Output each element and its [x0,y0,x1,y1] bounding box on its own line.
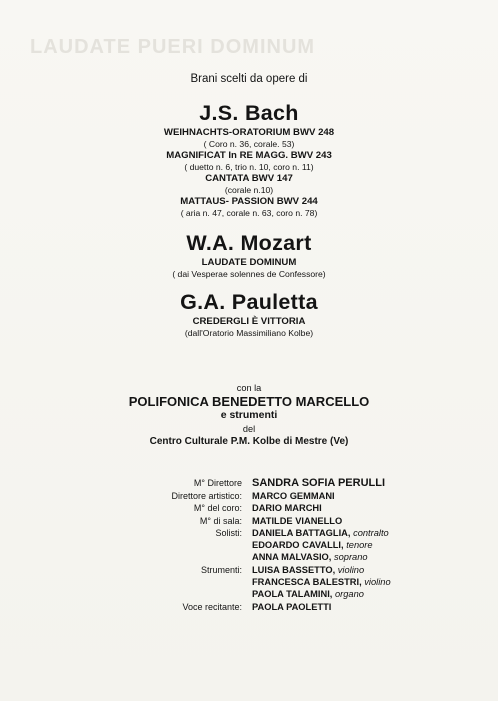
performer-role: tenore [346,540,373,551]
credit-row [120,502,460,514]
credit-name [252,601,331,613]
credit-label [120,588,252,600]
bach-note: ( aria n. 47, corale n. 63, coro n. 78) [180,207,318,218]
credit-name [252,502,322,514]
credit-name [252,490,335,502]
pauletta-note: (dall'Oratorio Massimiliano Kolbe) [184,327,314,338]
bleed-through-header: LAUDATE PUERI DOMINUM [30,36,316,58]
credit-label: Direttore artistico: [171,491,242,501]
performer-name: SANDRA SOFIA PERULLI [252,477,386,489]
performer-role: contralto [353,527,389,538]
con-la-text: con la [236,383,262,393]
bach-work: CANTATA BWV 147 [205,173,293,184]
performer-name: MATILDE VIANELLO [252,515,343,526]
bach-note: ( Coro n. 36, corale. 53) [203,138,295,149]
pauletta-work: CREDERGLI È VITTORIA [192,316,306,327]
composer-bach: J.S. Bach [199,101,299,125]
credit-row [120,527,460,539]
credit-label [120,551,252,563]
credit-row [120,601,460,613]
performer-name: ANNA MALVASIO, [252,552,332,563]
credit-name [252,576,391,588]
credit-row [120,564,460,576]
credit-name [252,539,373,551]
performer-role: organo [334,589,364,600]
mozart-work: LAUDATE DOMINUM [201,257,297,268]
bach-note: ( duetto n. 6, trio n. 10, coro n. 11) [184,161,314,172]
credit-row [120,551,460,563]
credit-label: M° del coro: [193,503,242,514]
performer-name: PAOLA TALAMINI, [252,589,333,600]
credit-row [120,490,460,502]
performer-name: FRANCESCA BALESTRI, [252,577,362,588]
pauletta-section [0,289,498,339]
intro-text: Brani scelti da opere di [190,73,308,85]
bach-work: WEIHNACHTS-ORATORIUM BWV 248 [163,127,335,138]
performer-role: violino [364,577,391,588]
credit-row [120,588,460,600]
credit-name [252,476,385,490]
performer-role: soprano [333,552,368,563]
performer-name: EDOARDO CAVALLI, [252,540,344,551]
credit-name [252,551,368,563]
performer-role: violino [337,564,365,575]
centro-culturale: Centro Culturale P.M. Kolbe di Mestre (Ve) [149,436,349,447]
credit-label: M° Direttore [193,478,242,488]
bach-work: MAGNIFICAT In RE MAGG. BWV 243 [166,150,332,161]
performer-name: LUISA BASSETTO, [252,564,336,575]
credit-row [120,539,460,551]
credit-label: Strumenti: [200,564,242,575]
performer-name: DARIO MARCHI [252,503,322,514]
bach-note: (corale n.10) [224,184,274,195]
credit-label: Solisti: [215,527,242,538]
performer-name: PAOLA PAOLETTI [252,601,332,612]
bach-work: MATTAUS- PASSION BWV 244 [180,196,318,207]
performer-name: MARCO GEMMANI [252,491,335,501]
credit-name [252,515,342,527]
credit-name [252,527,389,539]
choir-name: POLIFONICA BENEDETTO MARCELLO [128,394,370,409]
mozart-section [0,230,498,280]
mozart-note: ( dai Vesperae solennes de Confessore) [172,268,326,279]
credit-label: Voce recitante: [182,601,242,612]
credit-label: M° di sala: [199,515,242,526]
strumenti-text: e strumenti [220,409,278,421]
credit-label [120,576,252,588]
composer-pauletta: G.A. Pauletta [180,290,318,314]
credit-name [252,564,364,576]
credit-row [120,476,460,490]
credit-row [120,515,460,527]
composer-mozart: W.A. Mozart [186,231,312,255]
credits-list [120,476,460,613]
performer-name: DANIELA BATTAGLIA, [252,527,351,538]
del-text: del [242,424,256,434]
bach-section [0,100,498,219]
bach-works [0,127,498,219]
credit-name [252,588,364,600]
credit-label [120,539,252,551]
credit-row [120,576,460,588]
